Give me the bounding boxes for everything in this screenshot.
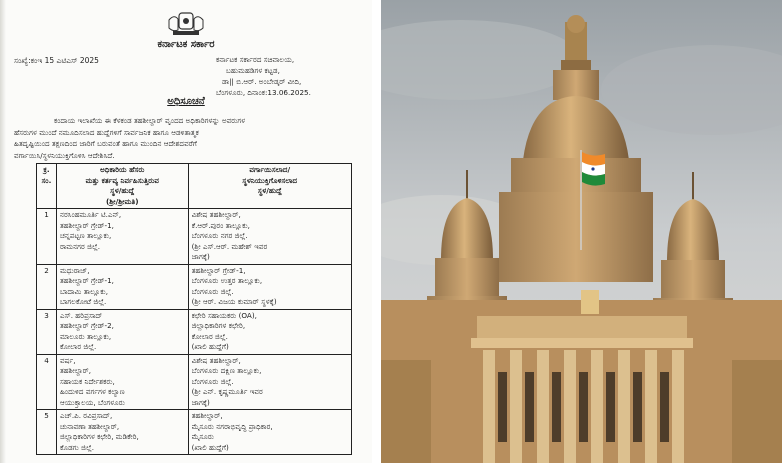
address-line: ಬಹುಮಹಡಿಗಳ ಕಟ್ಟಡ, (226, 66, 280, 75)
table-row (37, 209, 352, 265)
posting-details (188, 264, 351, 309)
table-row (37, 410, 352, 455)
officer-details-line: ಜಿಲ್ಲಾಧಿಕಾರಿಗಳ ಕಛೇರಿ, ಮಡಿಕೇರಿ, (59, 432, 139, 441)
lion-capital (561, 15, 591, 70)
column (564, 350, 576, 463)
posting-details-line: ಜಿಲ್ಲಾಧಿಕಾರಿಗಳ ಕಛೇರಿ, (191, 321, 246, 330)
serial-number: 4 (37, 354, 57, 410)
notification-document (0, 0, 372, 463)
header-serial (37, 164, 57, 209)
serial-number: 3 (37, 309, 57, 354)
header-text: ಸ್ಥಳ/ಹುದ್ದೆ (257, 186, 282, 195)
posting-details-line: ವಿಶೇಷ ತಹಶೀಲ್ದಾರ್, (191, 210, 241, 219)
posting-details-line: (ಶ್ರೀ ಎಸ್.ಆರ್. ಮಹೇಶ್ ಇವರ (191, 241, 268, 251)
posting-details-line: ಬೆಂಗಳೂರು ನಗರ ಜಿಲ್ಲೆ. (191, 231, 248, 240)
serial-number: 5 (37, 410, 57, 455)
posting-details-line: (ಶ್ರೀ ಆರ್. ವಿಜಯ ಕುಮಾರ್ ಸ್ಥಳಕ್ಕೆ) (191, 297, 277, 306)
doorway (498, 372, 507, 442)
building-photo (381, 0, 782, 463)
body-line: ಹೆಸರುಗಳ ಮುಂದೆ ನಮೂದಿಸಲಾದ ಹುದ್ದೆಗಳಿಗೆ ಸಾರ್ವಜನಿಕ ಹಾಗೂ ಆಡಳಿತಾತ್ಮಕ (14, 127, 199, 137)
column (645, 350, 657, 463)
header-text: ವರ್ಗಾಯಿಸಲಾದ/ (249, 165, 291, 174)
posting-details-line: ಮೈಸೂರು (191, 432, 214, 441)
government-title: ಕರ್ನಾಟಕ ಸರ್ಕಾರ (157, 39, 215, 50)
officer-details-line: ನರಸಿಂಹಮೂರ್ತಿ ಟಿ.ಎನ್, (59, 210, 122, 219)
posting-details (188, 410, 351, 455)
doorway (633, 372, 642, 442)
posting-details (188, 354, 351, 410)
state-emblem-icon (165, 10, 207, 38)
officer-details-line: ತಹಶೀಲ್ದಾರ್, (59, 366, 92, 375)
header-posting (188, 164, 351, 209)
officer-details-line: ಆಯುಕ್ತಾಲಯ, ಬೆಂಗಳೂರು (59, 397, 125, 407)
officer-details-line: ಬಾಗಲಕೋಟೆ ಜಿಲ್ಲೆ. (59, 297, 107, 306)
transfer-table-body (37, 209, 352, 455)
officer-details-line: ಮಾಲೂರು ತಾಲ್ಲೂಕು, (59, 331, 112, 341)
officer-details-line: ಚನ್ನಪಟ್ಟಣ ತಾಲ್ಲೂಕು, (59, 231, 112, 240)
posting-details-line: ಕೆ.ಆರ್.ಪುರಂ ತಾಲ್ಲೂಕು, (191, 220, 250, 230)
officer-details-line: ಎಚ್.ಪಿ. ರವಿಪ್ರಸಾದ್, (59, 411, 113, 420)
doorway (660, 372, 669, 442)
officer-details-line: ರಾಮನಗರ ಜಿಲ್ಲೆ. (59, 241, 101, 251)
officer-details-line: ಕೋಲಾರ ಜಿಲ್ಲೆ. (59, 342, 97, 351)
reference-number: ಸಂಖ್ಯೆ:ಕಂಇ 15 ಎಟಿಎಸ್ 2025 (14, 56, 99, 65)
header-officer (56, 164, 188, 209)
doorway (606, 372, 615, 442)
posting-details-line: ಜಾಗಕ್ಕೆ) (191, 252, 210, 261)
doorway (579, 372, 588, 442)
officer-details-line: ತಹಶೀಲ್ದಾರ್ ಗ್ರೇಡ್-1, (59, 220, 114, 230)
notification-body (14, 115, 368, 161)
posting-details (188, 309, 351, 354)
posting-details-line: ಕೋಲಾರ ಜಿಲ್ಲೆ. (191, 331, 228, 341)
table-row (37, 309, 352, 354)
officer-details-line: ಎಸ್. ಹರಿಪ್ರಸಾದ್ (59, 310, 103, 320)
column (672, 350, 684, 463)
table-row (37, 264, 352, 309)
header-text: ಮತ್ತು ಕರ್ತವ್ಯ ನಿರ್ವಹಿಸುತ್ತಿರುವ (85, 175, 159, 185)
officer-details (56, 264, 188, 309)
officer-details-line: ವರ್ಷ, (59, 355, 76, 365)
officer-details-line: ಸಹಾಯಕ ನಿರ್ದೇಶಕರು, (59, 376, 115, 386)
posting-details-line: ಕಛೇರಿ ಸಹಾಯಕರು (OA), (191, 310, 257, 320)
body-line: ಕಂದಾಯ ಇಲಾಖೆಯ ಈ ಕೆಳಕಂಡ ತಹಶೀಲ್ದಾರ್ ವೃಂದದ ಅಧಿಕಾರಿಗಳನ್ನು ಅವರುಗಳ (54, 116, 246, 125)
officer-details-line: ಕೊಡಗು ಜಿಲ್ಲೆ. (59, 442, 95, 452)
posting-details-line: (ಖಾಲಿ ಹುದ್ದೆಗೆ) (191, 342, 229, 351)
posting-details-line: ತಹಶೀಲ್ದಾರ್, (191, 411, 223, 420)
header-text: ಅಧಿಕಾರಿಯ ಹೆಸರು (100, 165, 145, 174)
doorway (552, 372, 561, 442)
address-line: ಕರ್ನಾಟಕ ಸರ್ಕಾರದ ಸಚಿವಾಲಯ, (216, 55, 295, 64)
officer-details-line: ಚುನಾವಣಾ ತಹಶೀಲ್ದಾರ್, (59, 421, 120, 431)
officer-details-line: ಬಾದಾಮಿ ತಾಲ್ಲೂಕು, (59, 286, 109, 296)
column (537, 350, 549, 463)
posting-details-line: (ಖಾಲಿ ಹುದ್ದೆಗೆ) (191, 442, 229, 452)
officer-details-line: ಮಧುರಾಜ್, (59, 265, 90, 275)
doorway (525, 372, 534, 442)
column (510, 350, 522, 463)
posting-details-line: (ಶ್ರೀ ಎನ್. ಕೃಷ್ಣಮೂರ್ತಿ ಇವರ (191, 387, 263, 396)
header-text: ಕ್ರ. (43, 165, 50, 174)
column (483, 350, 495, 463)
posting-details-line: ಬೆಂಗಳೂರು ಜಿಲ್ಲೆ. (191, 286, 234, 296)
posting-details-line: ವಿಶೇಷ ತಹಶೀಲ್ದಾರ್, (191, 355, 241, 365)
header-text: ಸ್ಥಳ/ಹುದ್ದೆ (110, 186, 135, 195)
officer-details-line: ತಹಶೀಲ್ದಾರ್ ಗ್ರೇಡ್-1, (59, 276, 114, 285)
table-row (37, 354, 352, 410)
serial-number: 1 (37, 209, 57, 265)
column (591, 350, 603, 463)
posting-details (188, 209, 351, 265)
posting-details-line: ಮೈಸೂರು ನಗರಾಭಿವೃದ್ಧಿ ಪ್ರಾಧಿಕಾರ, (191, 421, 273, 431)
header-text: ಸ್ಥಳನಿಯುಕ್ತಿಗೊಳಿಸಲಾದ (242, 175, 298, 185)
header-text: (ಶ್ರೀ/ಶ್ರೀಮತಿ) (106, 196, 139, 206)
image-divider (372, 0, 381, 463)
officer-details-line: ಹಿಂದುಳಿದ ವರ್ಗಗಳ ಕಲ್ಯಾಣ (59, 387, 125, 396)
notification-heading: ಅಧಿಸೂಚನೆ (167, 96, 205, 107)
posting-details-line: ಬೆಂಗಳೂರು ಉತ್ತರ ತಾಲ್ಲೂಕು, (191, 276, 263, 285)
officer-details (56, 354, 188, 410)
address-line: ಬೆಂಗಳೂರು, ದಿನಾಂಕ:13.06.2025. (216, 88, 311, 97)
posting-details-line: ತಹಶೀಲ್ದಾರ್ ಗ್ರೇಡ್-1, (191, 265, 246, 275)
officer-details (56, 209, 188, 265)
header-text: ಸಂ. (41, 175, 52, 185)
body-line: ವರ್ಗಾಯಿಸಿ/ಸ್ಥಳನಿಯುಕ್ತಿಗೊಳಿಸಿ ಆದೇಶಿಸಿದೆ. (14, 150, 115, 160)
posting-details-line: ಜಾಗಕ್ಕೆ) (191, 397, 210, 407)
body-line: ಹಿತದೃಷ್ಟಿಯಿಂದ ತಕ್ಷಣದಿಂದ ಜಾರಿಗೆ ಬರುವಂತೆ ಹಾಗೂ ಮುಂದಿನ ಆದೇಶದವರೆಗೆ (14, 139, 197, 148)
column (618, 350, 630, 463)
officer-details-line: ತಹಶೀಲ್ದಾರ್ ಗ್ರೇಡ್-2, (59, 321, 114, 330)
officer-details (56, 309, 188, 354)
page-edge (0, 0, 6, 463)
table-header-row (37, 164, 352, 209)
posting-details-line: ಬೆಂಗಳೂರು ದಕ್ಷಿಣ ತಾಲ್ಲೂಕು, (191, 366, 262, 375)
officer-details (56, 410, 188, 455)
transfer-table (36, 163, 352, 455)
serial-number: 2 (37, 264, 57, 309)
address-line: ಡಾ|| ಬಿ.ಆರ್. ಅಂಬೇಡ್ಕರ್ ವೀದಿ, (222, 77, 302, 86)
issuing-address (216, 54, 366, 98)
posting-details-line: ಬೆಂಗಳೂರು ಜಿಲ್ಲೆ. (191, 376, 234, 386)
